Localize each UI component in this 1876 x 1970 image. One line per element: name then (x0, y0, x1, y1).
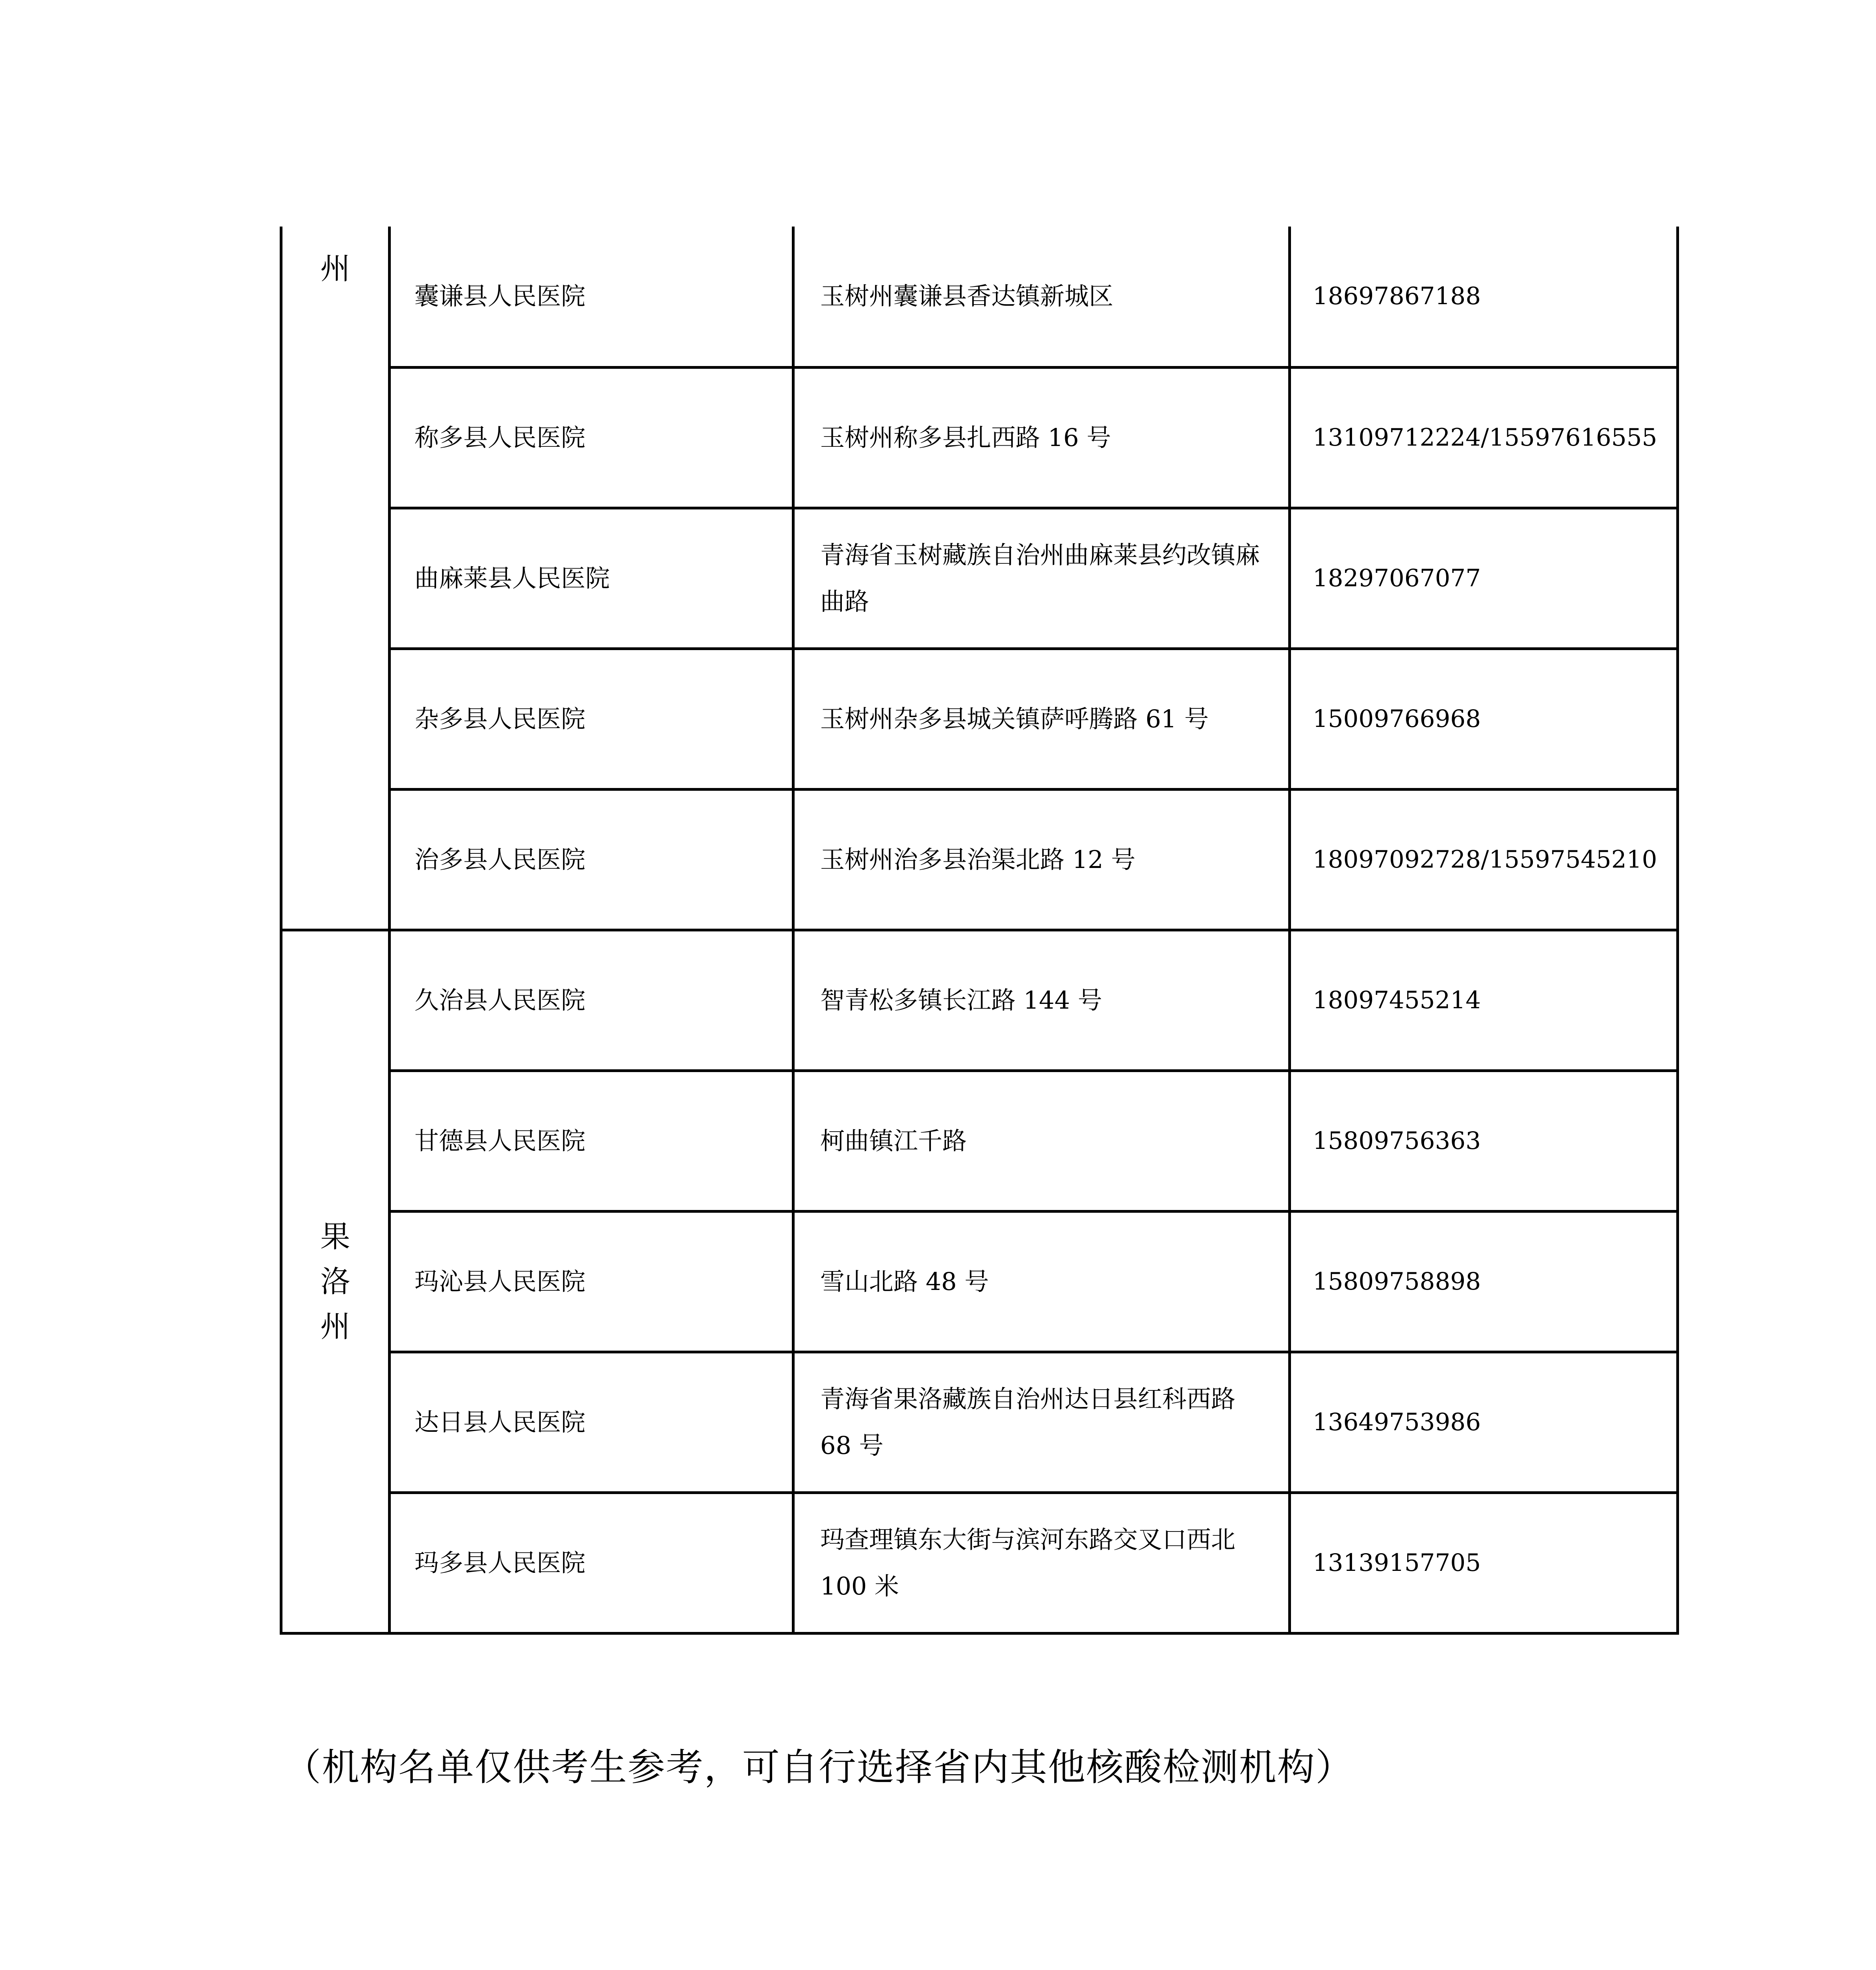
table-row (281, 649, 1678, 789)
region-char: 州 (320, 1308, 350, 1344)
hospital-table (280, 227, 1679, 1635)
hospital-address: 玉树州称多县扎西路 16 号 (793, 367, 1290, 508)
hospital-address: 玉树州囊谦县香达镇新城区 (793, 227, 1290, 367)
hospital-address: 智青松多镇长江路 144 号 (793, 930, 1290, 1070)
hospital-phone: 15009766968 (1290, 649, 1678, 789)
table-row (281, 1211, 1678, 1352)
hospital-address: 玛查理镇东大街与滨河东路交叉口西北 100 米 (793, 1492, 1290, 1633)
hospital-address: 青海省玉树藏族自治州曲麻莱县约改镇麻曲路 (793, 508, 1290, 649)
hospital-address: 青海省果洛藏族自治州达日县红科西路 68 号 (793, 1352, 1290, 1492)
hospital-phone: 15809758898 (1290, 1211, 1678, 1352)
hospital-phone: 18697867188 (1290, 227, 1678, 367)
region-char: 州 (320, 251, 350, 286)
region-cell-guoluo (281, 930, 390, 1633)
hospital-name: 治多县人民医院 (390, 789, 793, 930)
hospital-phone: 13109712224/15597616555 (1290, 367, 1678, 508)
region-char: 洛 (320, 1264, 350, 1299)
table-row (281, 367, 1678, 508)
table-row (281, 930, 1678, 1070)
hospital-phone: 13139157705 (1290, 1492, 1678, 1633)
hospital-phone: 15809756363 (1290, 1070, 1678, 1211)
hospital-address: 雪山北路 48 号 (793, 1211, 1290, 1352)
hospital-address: 玉树州治多县治渠北路 12 号 (793, 789, 1290, 930)
hospital-phone: 18097455214 (1290, 930, 1678, 1070)
hospital-name: 杂多县人民医院 (390, 649, 793, 789)
hospital-phone: 18097092728/15597545210 (1290, 789, 1678, 930)
table-row (281, 789, 1678, 930)
reference-note: （机构名单仅供考生参考，可自行选择省内其他核酸检测机构） (284, 1746, 1354, 1789)
region-cell-yushu (281, 227, 390, 930)
hospital-name: 称多县人民医院 (390, 367, 793, 508)
hospital-name: 甘德县人民医院 (390, 1070, 793, 1211)
hospital-name: 曲麻莱县人民医院 (390, 508, 793, 649)
hospital-name: 达日县人民医院 (390, 1352, 793, 1492)
region-char: 果 (320, 1219, 350, 1254)
table-row (281, 508, 1678, 649)
hospital-address: 柯曲镇江千路 (793, 1070, 1290, 1211)
hospital-name: 久治县人民医院 (390, 930, 793, 1070)
hospital-name: 囊谦县人民医院 (390, 227, 793, 367)
table-row (281, 227, 1678, 367)
hospital-phone: 18297067077 (1290, 508, 1678, 649)
hospital-name: 玛沁县人民医院 (390, 1211, 793, 1352)
hospital-name: 玛多县人民医院 (390, 1492, 793, 1633)
table-row (281, 1070, 1678, 1211)
hospital-address: 玉树州杂多县城关镇萨呼腾路 61 号 (793, 649, 1290, 789)
hospital-phone: 13649753986 (1290, 1352, 1678, 1492)
table-row (281, 1352, 1678, 1492)
table-row (281, 1492, 1678, 1633)
